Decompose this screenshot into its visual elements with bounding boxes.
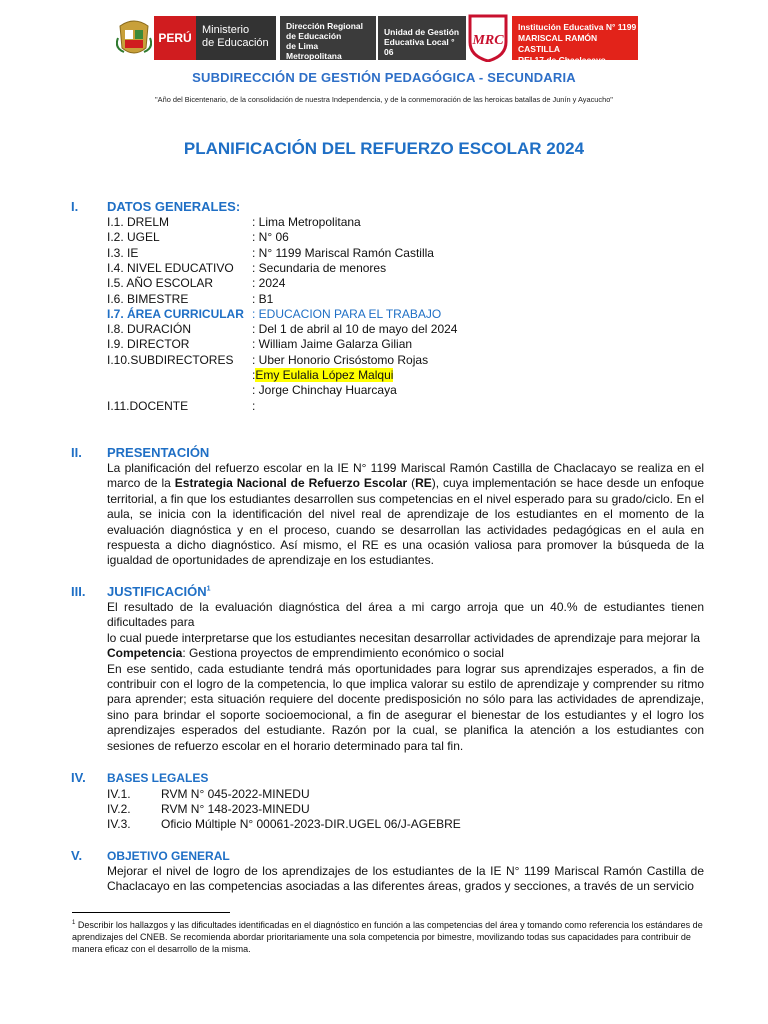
section-4-title: BASES LEGALES: [107, 771, 209, 785]
section-3-title-text: JUSTIFICACIÓN: [107, 584, 207, 599]
subdireccion-heading: SUBDIRECCIÓN DE GESTIÓN PEDAGÓGICA - SECUNDARIA: [192, 70, 576, 85]
institucion-line-1: Institución Educativa N° 1199: [518, 22, 637, 32]
objetivo-paragraph: Mejorar el nivel de logro de los aprendizajes de los estudiantes de la IE N° 1199 Mariscal Ramón Castilla de Chaclacayo en las competencias asociadas a las diferentes áreas, grados y secciones, a través de un servicio: [107, 864, 704, 894]
justificacion-paragraph: [107, 600, 704, 754]
datos-value: : N° 1199 Mariscal Ramón Castilla: [252, 245, 434, 260]
ministerio-line-1: Ministerio: [202, 24, 250, 36]
institucion-banner: [512, 16, 638, 65]
datos-value: : Jorge Chinchay Huarcaya: [252, 383, 397, 398]
datos-key: I.3. IE: [107, 245, 139, 260]
base-legal-text: RVM N° 045-2022-MINEDU: [161, 787, 310, 801]
presentacion-bold-2: RE: [415, 476, 432, 491]
footnote-separator: [72, 912, 230, 913]
drel-line-3: de Lima Metropolitana: [286, 41, 342, 61]
datos-key: I.8. DURACIÓN: [107, 322, 192, 337]
ugel-line-2: Educativa Local ° 06: [384, 37, 455, 57]
competencia-text: : Gestiona proyectos de emprendimiento económico o social: [182, 646, 504, 661]
datos-key: I.7. ÁREA CURRICULAR: [107, 306, 244, 321]
peru-logo: PERÚ: [154, 16, 196, 60]
base-legal-item: [107, 787, 131, 802]
datos-value: : Lima Metropolitana: [252, 215, 361, 229]
datos-key: I.2. UGEL: [107, 230, 160, 245]
mrc-school-crest: [468, 14, 508, 62]
datos-key: I.5. AÑO ESCOLAR: [107, 276, 214, 291]
section-5-title: OBJETIVO GENERAL: [107, 849, 230, 863]
justificacion-line-1: El resultado de la evaluación diagnóstica del área a mi cargo arroja que un 40.% de estudiantes tienen dificultades para: [107, 600, 704, 630]
datos-value: : N° 06: [252, 230, 289, 245]
presentacion-text-3: ), cuya implementación se hace desde un enfoque territorial, a fin que los estudiantes desarrollen sus competencias en el nivel esperado para su grado/ciclo. En el aula, se inicia con la identificación del nivel real de aprendizaje de los estudiantes en el momento de la evaluación diagnóstica y en el proceso, cuando se desarrollan las actividades pedagógicas en el aula en respuesta a dicho diagnóstico. Así mismo, el RE es una ocasión valiosa para promover la búsqueda de la igualdad de oportunidades de aprendizaje en los estudiantes.: [107, 476, 705, 568]
base-num: IV.1.: [107, 787, 131, 801]
institucion-line-2: MARISCAL RAMÓN CASTILLA: [518, 33, 598, 54]
base-legal-item: [107, 817, 131, 832]
footnote-text: Describir los hallazgos y las dificultades identificadas en el diagnóstico en función a las competencias del área y tomando como referencia los estándares de aprendizajes del CNEB. Se recomienda abordar prioritariamente una sola competencia por bimestre, movilizando todas sus capacidades para contribuir de manera eficaz con el desarrollo de la misma.: [72, 920, 703, 954]
base-num: IV.2.: [107, 802, 131, 816]
presentacion-text-2: (: [407, 476, 416, 491]
presentacion-bold-1: Estrategia Nacional de Refuerzo Escolar: [174, 476, 408, 491]
ministerio-logo: [196, 16, 276, 60]
justificacion-competencia: [107, 646, 704, 661]
datos-key: I.1. DRELM: [107, 215, 170, 229]
datos-value: : 2024: [252, 276, 286, 291]
highlighted-name: Emy Eulalia López Malqui: [255, 368, 394, 382]
drel-line-1: Dirección Regional: [286, 21, 363, 31]
datos-value-highlighted: [252, 368, 393, 383]
section-2-title: PRESENTACIÓN: [107, 445, 210, 460]
datos-value: : EDUCACION PARA EL TRABAJO: [252, 306, 442, 321]
svg-text:MRC: MRC: [472, 33, 504, 48]
datos-value: : Del 1 de abril al 10 de mayo del 2024: [252, 322, 458, 337]
datos-key: I.11.DOCENTE: [107, 398, 189, 413]
section-1-number: I.: [71, 199, 79, 214]
datos-key: I.4. NIVEL EDUCATIVO: [107, 260, 234, 275]
footnote: [72, 917, 712, 955]
justificacion-rest: En ese sentido, cada estudiante tendrá más oportunidades para lograr sus aprendizajes esperados, a fin de contribuir con el logro de la competencia, lo que implica valorar su estilo de aprendizaje y comprender su ritmo para aprender; esta situación requiere del docente predisposición no sólo para las actividades de aprendizaje, sino para brindar el soporte socioemocional, a fin de asegurar el bienestar de los estudiantes y el logro los aprendizajes esperados del estudiante. Razón por la cual, se planifica la atención a los estudiantes con sesiones de refuerzo escolar en el horario determinado para tal fin.: [107, 661, 704, 753]
datos-key: I.10.SUBDIRECTORES: [107, 352, 234, 367]
year-motto: "Año del Bicentenario, de la consolidación de nuestra Independencia, y de la conmemoración de las heroicas batallas de Junín y Ayacucho": [155, 95, 613, 104]
datos-value: : William Jaime Galarza Gilian: [252, 337, 413, 352]
institucion-line-3: REI 17 de Chaclacayo: [518, 55, 606, 65]
section-4-number: IV.: [71, 770, 86, 785]
datos-key: I.9. DIRECTOR: [107, 337, 190, 352]
base-legal-text: RVM N° 148-2023-MINEDU: [161, 802, 310, 816]
competencia-label: Competencia: [107, 646, 183, 661]
ugel-logo: [378, 16, 466, 60]
datos-colon: :: [252, 368, 256, 382]
base-legal-text: Oficio Múltiple N° 00061-2023-DIR.UGEL 06/J-AGEBRE: [161, 817, 461, 831]
document-title: PLANIFICACIÓN DEL REFUERZO ESCOLAR 2024: [183, 139, 585, 158]
ugel-line-1: Unidad de Gestión: [384, 27, 460, 37]
datos-value: : Secundaria de menores: [252, 260, 387, 275]
datos-value: : B1: [252, 291, 274, 306]
presentacion-paragraph: [107, 461, 704, 569]
direccion-regional-logo: [280, 16, 376, 60]
section-2-number: II.: [71, 445, 82, 460]
footnote-number: 1: [72, 920, 76, 926]
peru-coat-of-arms-logo: [116, 18, 152, 58]
ministerio-line-2: de Educación: [202, 37, 269, 49]
datos-value: :: [252, 398, 256, 413]
base-legal-item: [107, 802, 131, 817]
datos-value: : Uber Honorio Crisóstomo Rojas: [252, 352, 429, 367]
section-3-number: III.: [71, 584, 86, 599]
section-3-title: [107, 584, 211, 599]
section-5-number: V.: [71, 848, 83, 863]
drel-line-2: de Educación: [286, 31, 342, 41]
justificacion-line-2: lo cual puede interpretarse que los estudiantes necesitan desarrollar actividades de aprendizaje para mejorar la: [107, 630, 701, 645]
footnote-ref: 1: [206, 585, 211, 593]
section-1-title: DATOS GENERALES:: [107, 199, 241, 214]
presentacion-text-1: La planificación del refuerzo escolar en la IE N° 1199 Mariscal Ramón Castilla de Chaclacayo se realiza en el marco de la: [107, 461, 704, 491]
datos-key: I.6. BIMESTRE: [107, 291, 189, 306]
base-num: IV.3.: [107, 817, 131, 831]
